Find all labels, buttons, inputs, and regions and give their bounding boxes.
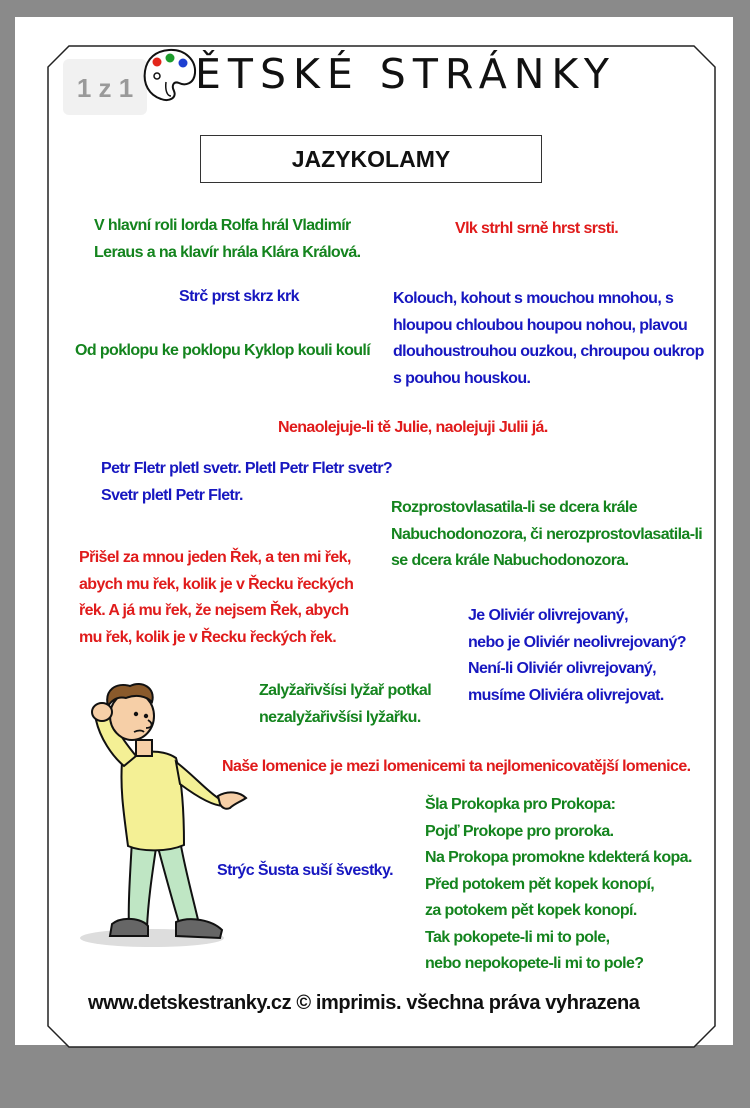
twister-line: Zalyžařivšísi lyžař potkal [259,682,432,699]
twister-line: Leraus a na klavír hrála Klára Králová. [94,243,361,261]
twister-2 [455,216,618,243]
twister-line: Naše lomenice je mezi lomenicemi ta nejlomenicovatější lomenice. [222,758,691,775]
twister-line: abych mu řek, kolik je v Řecku řeckých [79,575,354,593]
twister-line: nezalyžařivšísi lyžařku. [259,708,421,726]
twister-line: Svetr pletl Petr Fletr. [101,486,243,504]
palette-icon [141,46,199,104]
twister-line: Není-li Oliviér olivrejovaný, [468,660,657,677]
twister-11 [259,678,431,731]
twister-line: Petr Fletr pletl svetr. Pletl Petr Fletr svetr? [101,460,393,477]
twister-10 [468,603,686,709]
twister-12 [222,754,690,781]
twister-line: se dcera krále Nabuchodonozora. [391,552,629,569]
twister-line: dlouhoustrouhou ouzkou, chroupou oukrop [393,343,704,360]
twister-line: hloupou chloubou houpou nohou, plavou [393,316,688,334]
twister-line: Nabuchodonozora, či nerozprostovlasatila-li [391,525,703,543]
twister-line: Od poklopu ke poklopu Kyklop kouli koulí [75,342,371,359]
twister-5 [75,338,370,365]
twister-1 [94,213,361,266]
twister-3 [179,284,299,311]
twister-line: Je Oliviér olivrejovaný, [468,607,628,624]
worksheet-title: JAZYKOLAMY [200,135,542,183]
twister-line: Strč prst skrz krk [179,288,299,305]
twister-line: Kolouch, kohout s mouchou mnohou, s [393,290,674,307]
twister-line: musíme Oliviéra olivrejovat. [468,686,664,704]
twister-line: Strýc Šusta suší švestky. [217,862,393,879]
twister-line: V hlavní roli lorda Rolfa hrál Vladimír [94,217,351,234]
site-title: ĚTSKÉ STRÁNKY [195,50,616,98]
twister-9 [79,545,353,651]
twister-line: Rozprostovlasatila-li se dcera krále [391,499,638,516]
twister-4 [393,286,704,392]
twister-line: Šla Prokopka pro Prokopa: [425,796,616,813]
twister-line: Nenaolejuje-li tě Julie, naolejuji Julii já. [278,419,548,436]
twister-line: Na Prokopa promokne kdekterá kopa. [425,849,692,866]
twister-line: nebo nepokopete-li mi to pole? [425,955,644,972]
twister-line: řek. A já mu řek, že nejsem Řek, abych [79,602,349,619]
twister-7 [101,456,392,509]
twister-8 [391,495,702,575]
twister-line: Před potokem pět kopek konopí, [425,875,655,893]
twister-line: s pouhou houskou. [393,369,531,387]
twister-line: Přišel za mnou jeden Řek, a ten mi řek, [79,549,351,566]
twister-line: Vlk strhl srně hrst srsti. [455,220,619,237]
twister-line: Pojď Prokope pro proroka. [425,822,614,840]
twister-6 [278,415,548,442]
twister-13 [425,792,692,978]
twister-line: Tak pokopete-li mi to pole, [425,928,610,946]
twister-line: nebo je Oliviér neolivrejovaný? [468,633,686,651]
page-counter: 1 z 1 [63,59,147,115]
twister-line: za potokem pět kopek konopí. [425,902,637,919]
twister-line: mu řek, kolik je v Řecku řeckých řek. [79,628,337,646]
puzzled-man-icon [72,680,272,955]
footer-copyright: www.detskestranky.cz © imprimis. všechna práva vyhrazena [88,992,640,1014]
